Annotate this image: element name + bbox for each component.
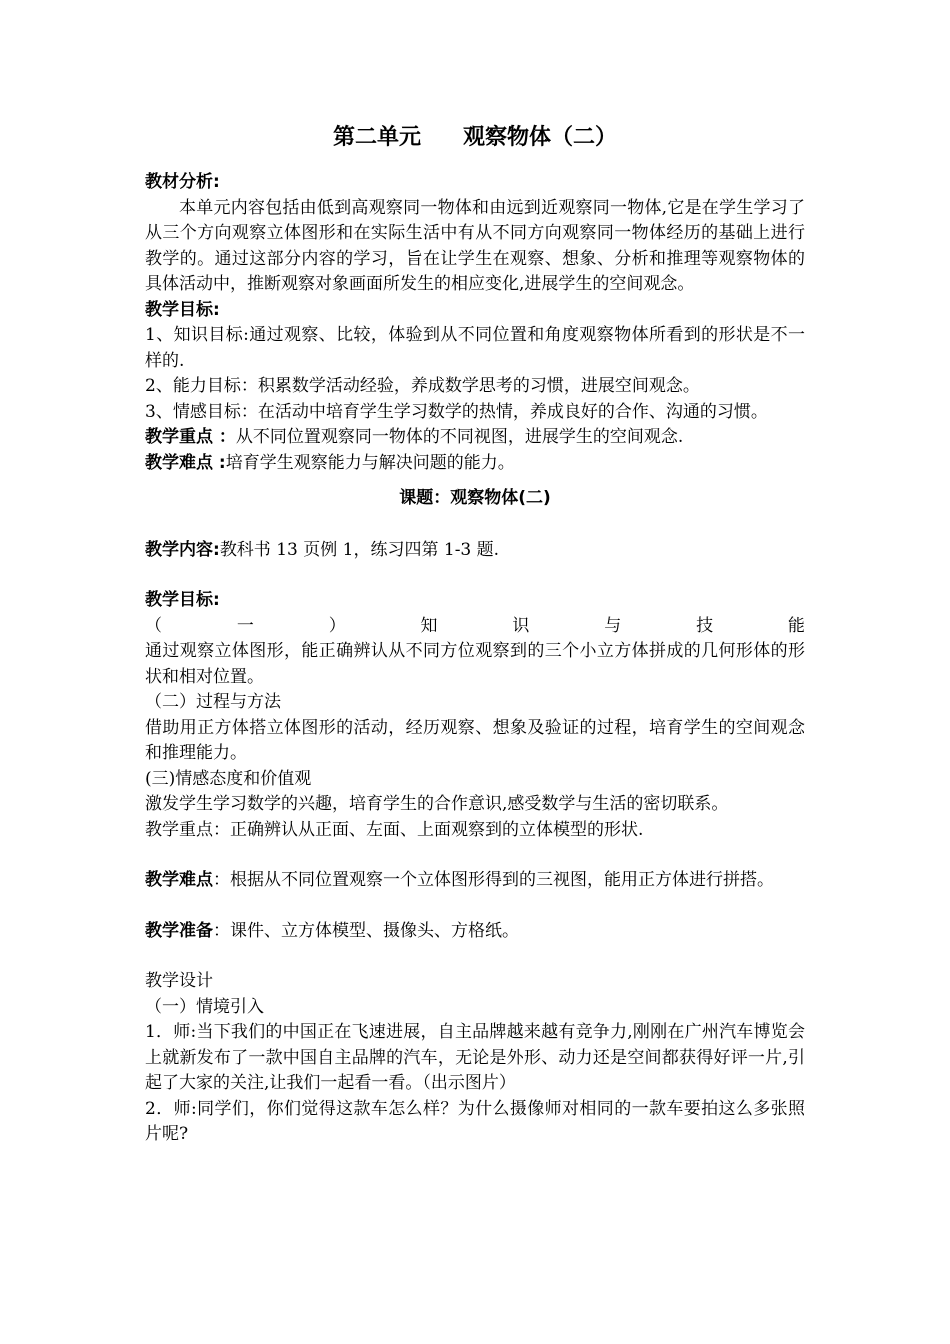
spread-char: 技 — [696, 615, 714, 636]
spread-char: 与 — [604, 615, 622, 636]
difficulty — [145, 451, 805, 477]
lesson-difficulty — [145, 868, 805, 894]
lesson-content-text: 教科书 13 页例 1，练习四第 1-3 题. — [219, 539, 500, 560]
spread-char: 识 — [512, 615, 530, 636]
title-unit: 第二单元 — [332, 125, 421, 150]
document-page — [145, 120, 805, 1148]
lesson-title: 课题：观察物体(二) — [399, 488, 551, 508]
key-point-text: 从不同位置观察同一物体的不同视图，进展学生的空间观念. — [235, 427, 684, 447]
unit-goals-heading: 教学目标: — [145, 299, 220, 320]
design-heading: 教学设计 — [145, 971, 213, 991]
lesson-goal-text-3: 激发学生学习数学的兴趣，培育学生的合作意识,感受数学与生活的密切联系。 — [145, 794, 729, 814]
design-paragraph-1: 1．师:当下我们的中国正在飞速进展，自主品牌越来越有竞争力,刚刚在广州汽车博览会上就新发布了一款中国自主品牌的汽车，无论是外形、动力还是空间都获得好评一片,引起了大家的关注,让我们一起看一看。（出示图片） — [145, 1022, 805, 1093]
spread-char: ） — [328, 615, 346, 636]
spread-char: （ — [145, 615, 162, 636]
material-heading: 教材分析: — [145, 172, 220, 192]
title-topic: 观察物体（二） — [463, 125, 618, 150]
key-point-label: 教学重点 ： — [145, 427, 236, 447]
difficulty-text: 培育学生观察能力与解决问题的能力。 — [225, 452, 515, 473]
lesson-goals-heading: 教学目标: — [145, 590, 220, 610]
lesson-goal-text-2: 借助用正方体搭立体图形的活动，经历观察、想象及验证的过程，培育学生的空间观念和推理能力。 — [145, 717, 805, 763]
lesson-goal-sub3: (三)情感态度和价值观 — [145, 768, 312, 789]
lesson-content — [145, 538, 805, 564]
material-text: 本单元内容包括由低到高观察同一物体和由远到近观察同一物体,它是在学生学习了从三个方向观察立体图形和在实际生活中有从不同方向观察同一物体经历的基础上进行教学的。通过这部分内容的学习，旨在让学生在观察、想象、分析和推理等观察物体的具体活动中，推断观察对象画面所发生的相应变化,进展学生的空间观念。 — [145, 197, 805, 294]
preparation-label: 教学准备 — [145, 920, 213, 941]
lesson-goal-text-1: 通过观察立体图形，能正确辨认从不同方位观察到的三个小立方体拼成的几何形体的形状和相对位置。 — [145, 641, 805, 687]
spread-char: 知 — [420, 615, 438, 636]
unit-goal-item: 3、情感目标：在活动中培育学生学习数学的热情，养成良好的合作、沟通的习惯。 — [145, 401, 768, 422]
design-sub1: （一）情境引入 — [145, 996, 264, 1017]
lesson-difficulty-text: ：根据从不同位置观察一个立体图形得到的三视图，能用正方体进行拼搭。 — [213, 870, 774, 890]
document-title — [145, 120, 805, 160]
lesson-key: 教学重点：正确辨认从正面、左面、上面观察到的立体模型的形状. — [145, 819, 644, 840]
lesson-goal-sub1 — [145, 614, 805, 640]
design-paragraph-2: 2．师:同学们，你们觉得这款车怎么样？为什么摄像师对相同的一款车要拍这么多张照片呢? — [145, 1098, 805, 1144]
preparation-text: ：课件、立方体模型、摄像头、方格纸。 — [213, 920, 519, 941]
lesson-goal-sub2: （二）过程与方法 — [145, 692, 281, 712]
lesson-content-label: 教学内容: — [145, 539, 220, 560]
unit-goal-item: 2、能力目标：积累数学活动经验，养成数学思考的习惯，进展空间观念。 — [145, 376, 700, 396]
difficulty-label: 教学难点 : — [145, 452, 226, 473]
spread-char: 能 — [787, 615, 805, 636]
unit-goal-item: 1、知识目标:通过观察、比较，体验到从不同位置和角度观察物体所看到的形状是不一样的. — [145, 325, 805, 371]
lesson-difficulty-label: 教学难点 — [145, 870, 213, 890]
spread-char: 一 — [236, 615, 254, 636]
key-point — [145, 425, 805, 451]
preparation — [145, 919, 805, 945]
